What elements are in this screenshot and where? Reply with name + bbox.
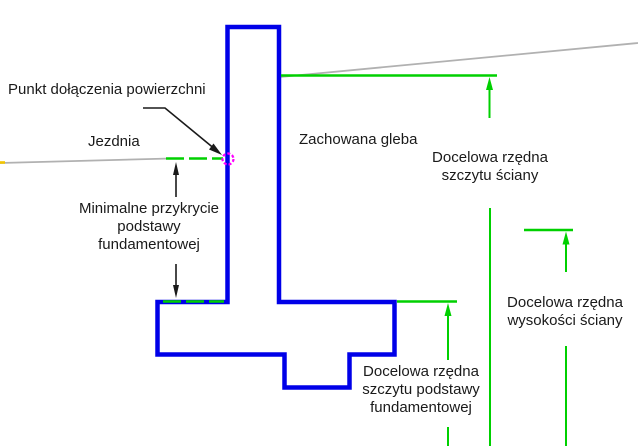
target-wall-height-label bbox=[507, 294, 623, 330]
attachment-point-leader-line bbox=[143, 108, 216, 150]
target-footing-top-label bbox=[362, 363, 480, 417]
min-cover-label bbox=[79, 200, 219, 254]
roadway-terrain-line bbox=[0, 159, 170, 164]
min-cover-label-line2: podstawy bbox=[117, 218, 181, 235]
retained-soil-terrain-line bbox=[280, 43, 638, 77]
retained-soil-label: Zachowana gleba bbox=[299, 131, 418, 148]
target-wall-height-label-line1: Docelowa rzędna bbox=[507, 294, 623, 311]
target-wall-top-label-line1: Docelowa rzędna bbox=[432, 149, 548, 166]
target-footing-top-label-line3: fundamentowej bbox=[370, 399, 472, 416]
min-cover-label-line1: Minimalne przykrycie bbox=[78, 200, 220, 217]
target-wall-height-label-line2: wysokości ściany bbox=[507, 312, 623, 329]
roadway-label: Jezdnia bbox=[88, 133, 140, 150]
min-cover-lower-arrowhead bbox=[173, 285, 179, 298]
target-footing-top-label-line1: Docelowa rzędna bbox=[363, 363, 479, 380]
attachment-point-label: Punkt dołączenia powierzchni bbox=[8, 81, 206, 98]
target-footing-top-label-line2: szczytu podstawy bbox=[362, 381, 480, 398]
target-wall-top-label bbox=[432, 149, 548, 185]
min-cover-label-line3: fundamentowej bbox=[98, 236, 200, 253]
target-wall-top-label-line2: szczytu ściany bbox=[441, 167, 539, 184]
